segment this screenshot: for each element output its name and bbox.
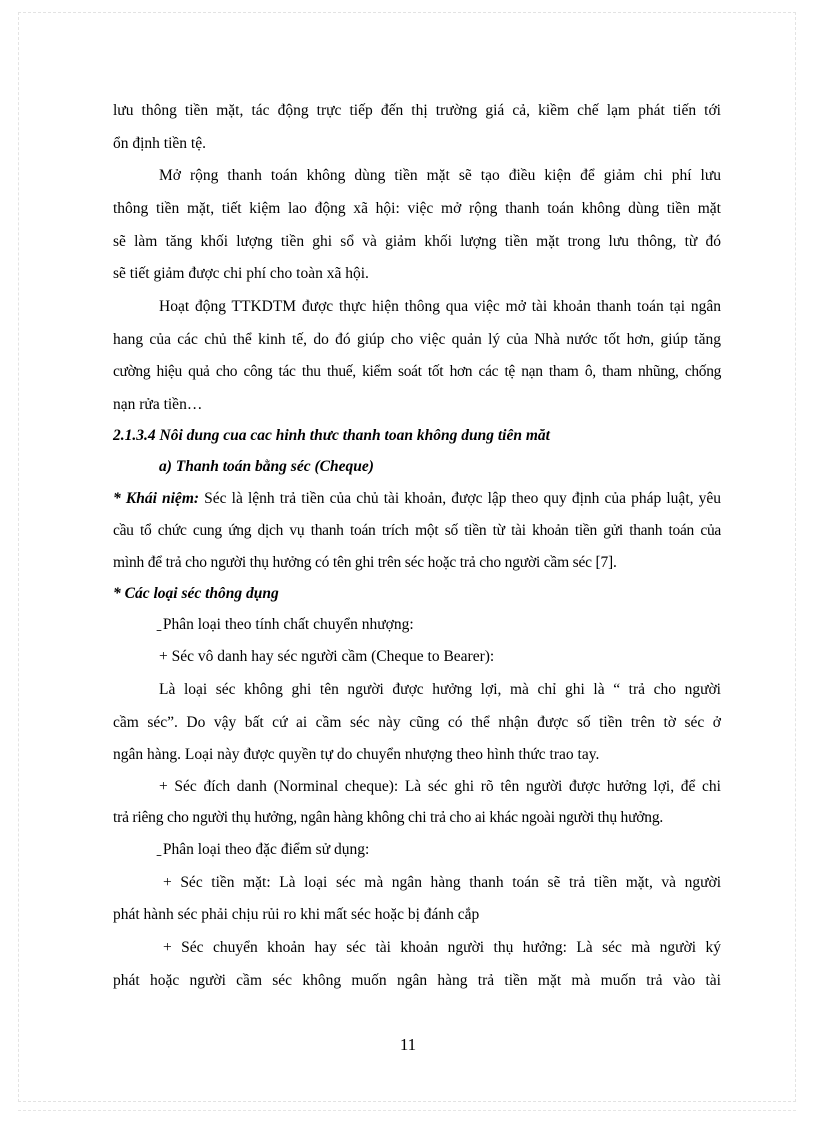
body-line: sẽ làm tăng khối lượng tiền ghi sổ và giảm khối lượng tiền mặt trong lưu thông, từ đó: [113, 233, 721, 250]
body-line: ̠ Phân loại theo tính chất chuyển nhượng:: [159, 616, 414, 633]
body-line: cường hiệu quả cho công tác thu thuế, kiểm soát tốt hơn các tệ nạn tham ô, tham nhũng, chống: [113, 363, 721, 380]
body-line: hang của các chủ thể kinh tế, do đó giúp cho việc quản lý của Nhà nước tốt hơn, giúp tăng: [113, 331, 721, 348]
body-line: cầu tổ chức cung ứng dịch vụ thanh toán trích một số tiền từ tài khoản tiền gửi thanh toán của: [113, 522, 721, 539]
page-number: 11: [399, 1035, 417, 1054]
body-line: Là loại séc không ghi tên người được hưởng lợi, mà chỉ ghi là “ trả cho người: [159, 681, 721, 698]
body-line: ổn định tiền tệ.: [113, 135, 206, 152]
page-divider: [18, 1110, 796, 1111]
body-line: thông tiền mặt, tiết kiệm lao động xã hội: việc mở rộng thanh toán không dùng tiền mặt: [113, 200, 721, 217]
body-line: trả riêng cho người thụ hưởng, ngân hàng không chi trả cho ai khác ngoài người thụ hưởng.: [113, 809, 664, 826]
body-line: phát hành séc phải chịu rủi ro khi mất séc hoặc bị đánh cắp: [113, 906, 480, 923]
body-line: + Séc đích danh (Norminal cheque): Là séc ghi rõ tên người được hưởng lợi, để chi: [159, 778, 721, 795]
body-line: + Séc tiền mặt: Là loại séc mà ngân hàng thanh toán sẽ trả tiền mặt, và người: [163, 874, 721, 891]
body-line: + Séc chuyển khoản hay séc tài khoản người thụ hưởng: Là séc mà người ký: [163, 939, 721, 956]
subsection-heading: a) Thanh toán bằng séc (Cheque): [159, 458, 374, 475]
body-line: nạn rửa tiền…: [113, 396, 203, 413]
body-line: cầm séc”. Do vậy bất cứ ai cầm séc này cũng có thể nhận được số tiền trên tờ séc ở: [113, 714, 721, 731]
subsection-heading: * Các loại séc thông dụng: [113, 585, 279, 602]
body-line: ngân hàng. Loại này được quyền tự do chuyển nhượng theo hình thức trao tay.: [113, 746, 600, 763]
body-line: Hoạt động TTKDTM được thực hiện thông qua việc mở tài khoản thanh toán tại ngân: [159, 298, 721, 315]
body-line: ̠ Phân loại theo đặc điểm sử dụng:: [159, 841, 370, 858]
body-line: [113, 489, 721, 509]
definition-label: * Khái niệm:: [113, 490, 200, 507]
section-heading: 2.1.3.4 Nôi dung cua cac hinh thưc thanh toan không dung tiên măt: [113, 427, 550, 444]
definition-text: Séc là lệnh trả tiền của chủ tài khoản, được lập theo quy định của pháp luật, yêu: [199, 490, 721, 507]
body-line: + Séc vô danh hay séc người cầm (Cheque to Bearer):: [159, 648, 495, 665]
body-line: mình để trả cho người thụ hưởng có tên ghi trên séc hoặc trả cho người cầm séc [7].: [113, 554, 617, 571]
body-line: Mở rộng thanh toán không dùng tiền mặt sẽ tạo điều kiện để giảm chi phí lưu: [159, 167, 721, 184]
body-line: lưu thông tiền mặt, tác động trực tiếp đến thị trường giá cả, kiềm chế lạm phát tiến tới: [113, 102, 721, 119]
body-line: phát hoặc người cầm séc không muốn ngân hàng trả tiền mặt mà muốn trả vào tài: [113, 972, 721, 989]
body-line: sẽ tiết giảm được chi phí cho toàn xã hội.: [113, 265, 369, 282]
